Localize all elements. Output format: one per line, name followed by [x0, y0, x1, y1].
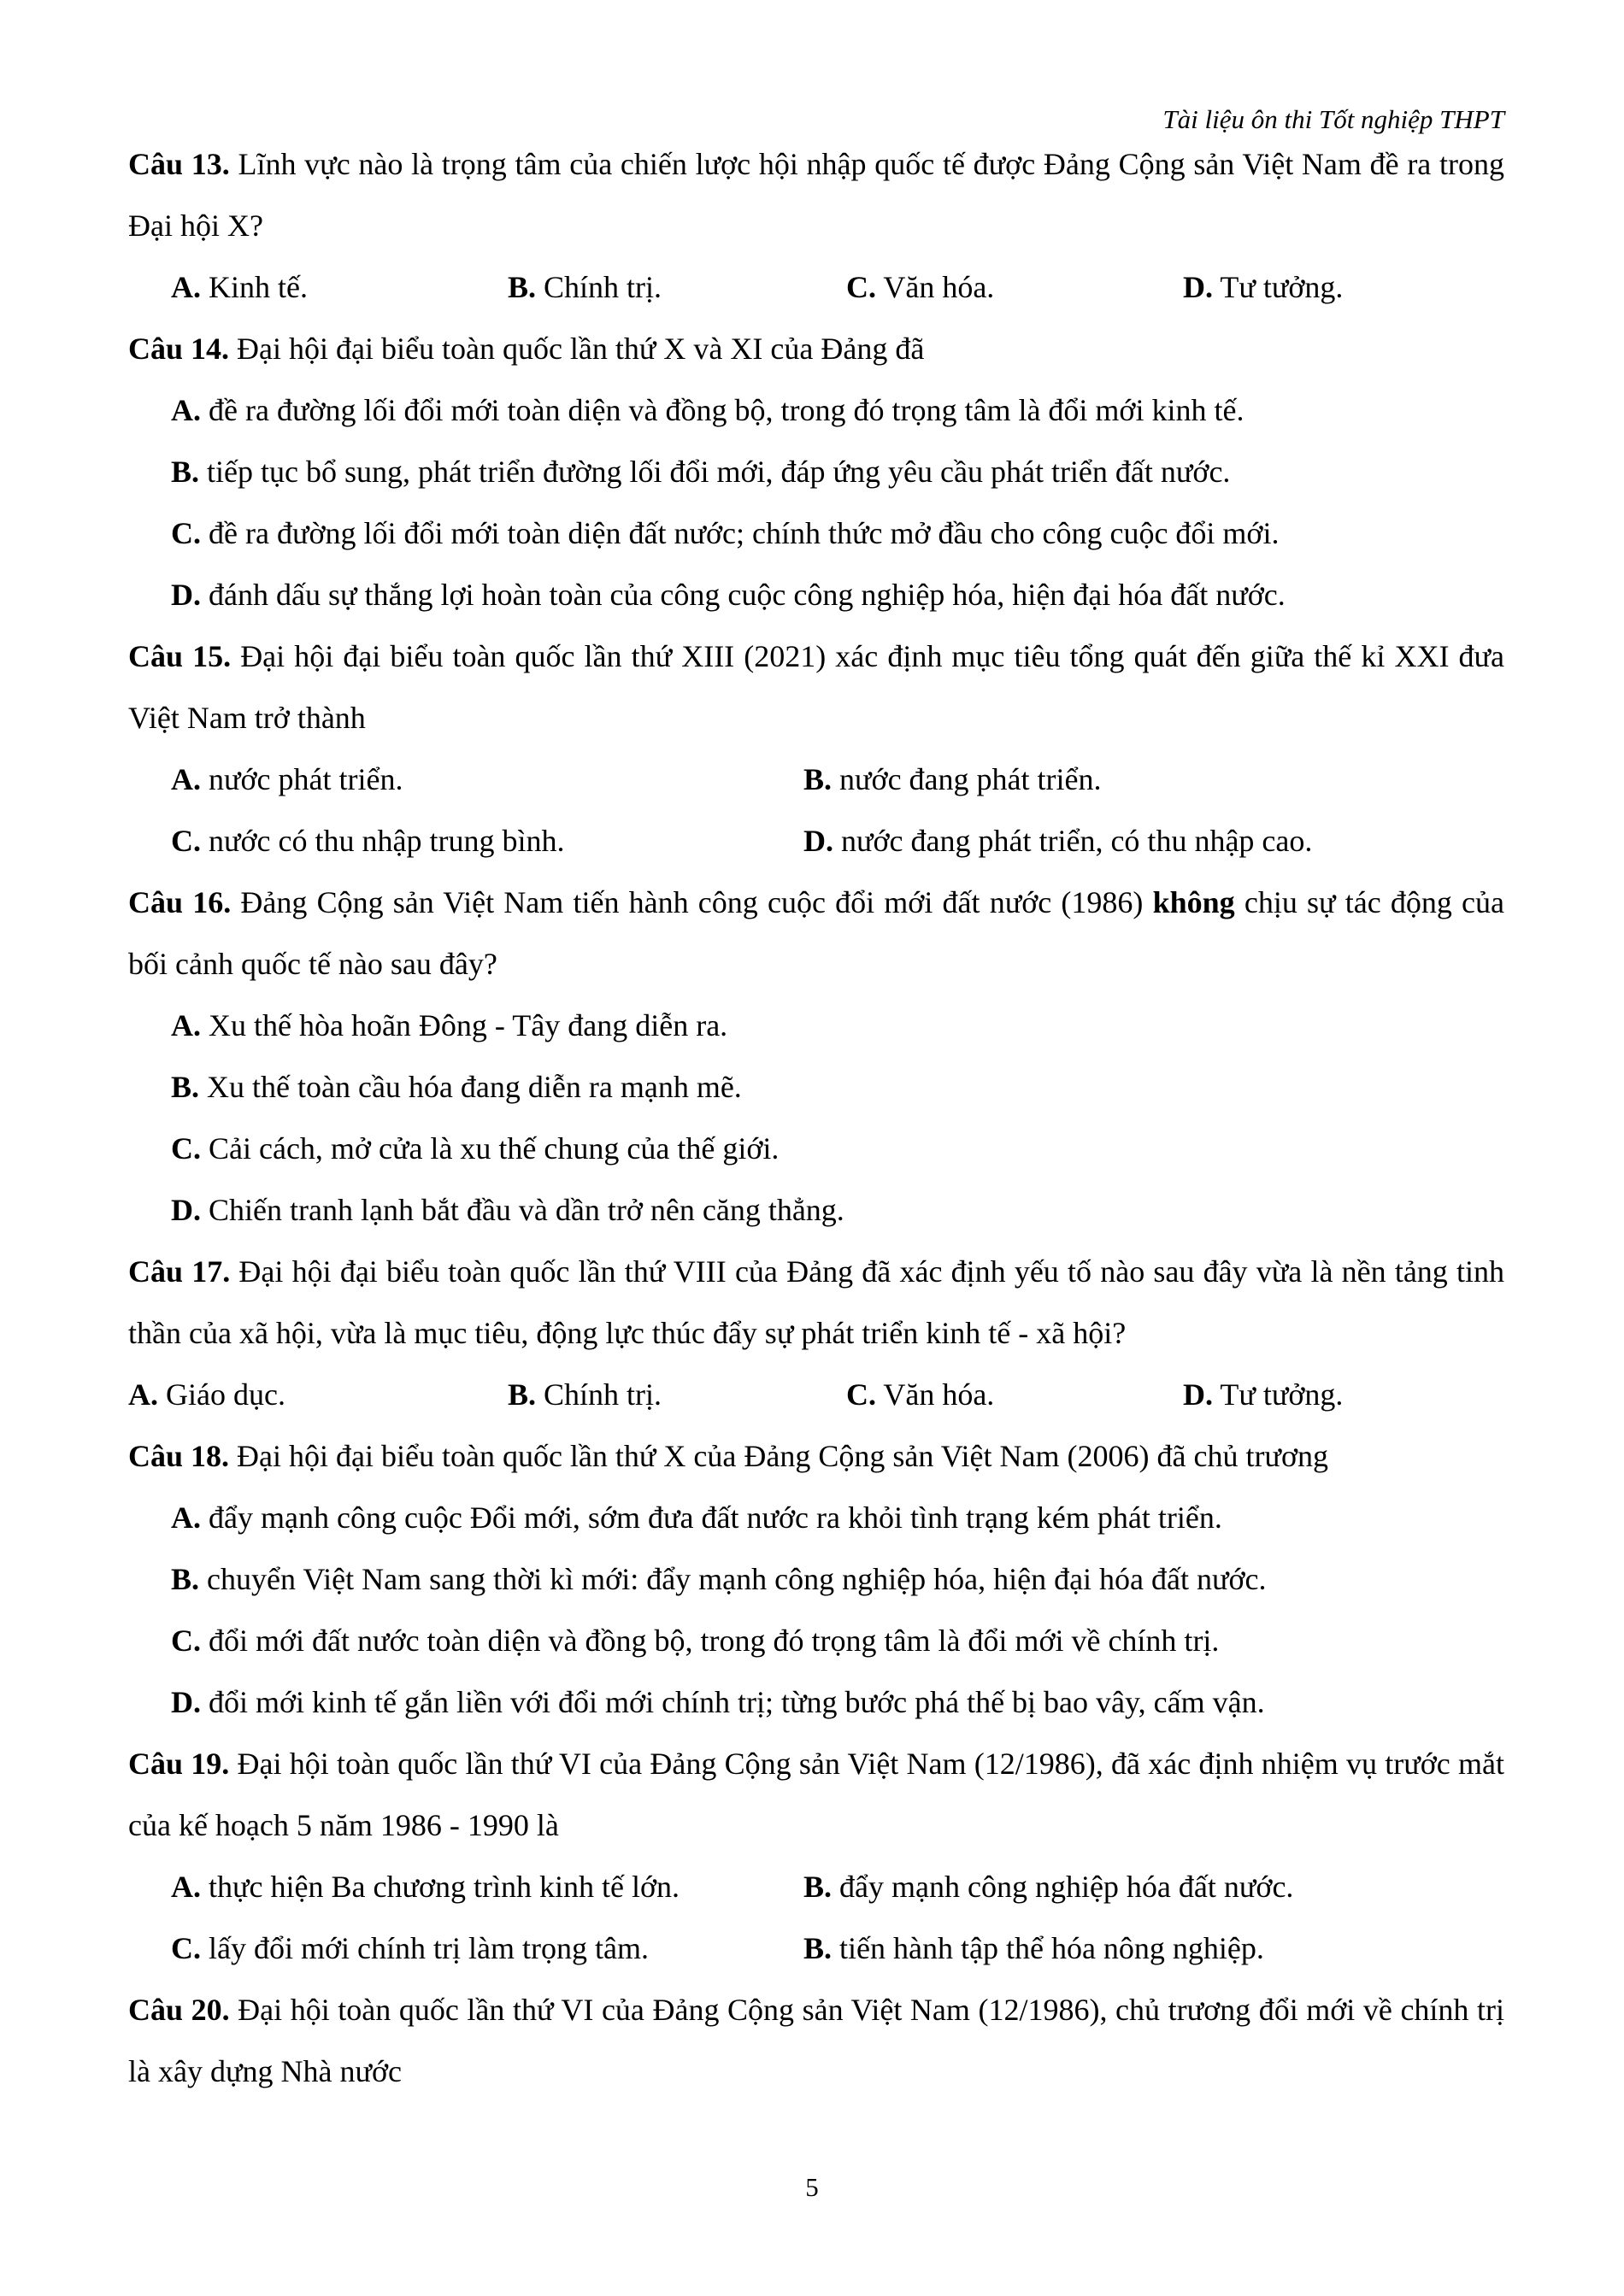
- option-key: D.: [1183, 1377, 1213, 1412]
- question-text: Đại hội đại biểu toàn quốc lần thứ X và XI của Đảng đã: [229, 332, 925, 366]
- option-key: A.: [171, 270, 201, 304]
- option-key: C.: [846, 1377, 876, 1412]
- option-a: [128, 379, 1504, 441]
- option-key: B.: [171, 1562, 200, 1596]
- question-text: Đảng Cộng sản Việt Nam tiến hành công cuộc đổi mới đất nước (1986): [231, 885, 1153, 919]
- option-d: [128, 564, 1504, 625]
- options-row: [128, 810, 1504, 872]
- option-d: [128, 1179, 1504, 1241]
- option-key: C.: [171, 1131, 201, 1166]
- option-text: đánh dấu sự thắng lợi hoàn toàn của công cuộc công nghiệp hóa, hiện đại hóa đất nước.: [201, 578, 1286, 612]
- option-text: lấy đổi mới chính trị làm trọng tâm.: [201, 1931, 649, 1965]
- question-label: Câu 13.: [128, 147, 230, 181]
- option-text: nước có thu nhập trung bình.: [201, 824, 565, 858]
- options-row: [128, 256, 1504, 318]
- option-b: [803, 749, 1101, 810]
- option-text: Văn hóa.: [876, 1377, 995, 1412]
- option-text: Chính trị.: [536, 1377, 662, 1412]
- question-text: chịu sự tác động của bối cảnh quốc tế nào sau đây?: [128, 885, 1505, 981]
- question-label: Câu 20.: [128, 1993, 230, 2027]
- option-d: [803, 1917, 1264, 1979]
- question-text: Đại hội đại biểu toàn quốc lần thứ X của Đảng Cộng sản Việt Nam (2006) đã chủ trương: [229, 1439, 1328, 1473]
- question-text: Đại hội đại biểu toàn quốc lần thứ XIII (2021) xác định mục tiêu tổng quát đến giữa thế kỉ XXI đưa Việt Nam trở thành: [128, 639, 1504, 735]
- option-b: [803, 1856, 1293, 1917]
- option-b: [128, 1056, 1504, 1118]
- question-13: [128, 133, 1504, 256]
- option-key: B.: [508, 270, 537, 304]
- option-c: [128, 502, 1504, 564]
- option-d: [1183, 1364, 1343, 1425]
- question-label: Câu 19.: [128, 1747, 230, 1781]
- option-c: [128, 1610, 1504, 1671]
- option-b: [128, 1548, 1504, 1610]
- question-14: [128, 318, 1504, 379]
- option-key: C.: [171, 516, 201, 550]
- page-header: Tài liệu ôn thi Tốt nghiệp THPT: [1162, 104, 1504, 134]
- option-text: Văn hóa.: [876, 270, 995, 304]
- option-a: [128, 1364, 508, 1425]
- option-key: B.: [171, 455, 200, 489]
- option-c: [128, 1118, 1504, 1179]
- option-text: tiếp tục bổ sung, phát triển đường lối đổi mới, đáp ứng yêu cầu phát triển đất nước.: [199, 455, 1231, 489]
- option-b: [128, 441, 1504, 502]
- option-c: [846, 256, 1183, 318]
- question-label: Câu 18.: [128, 1439, 230, 1473]
- option-a: [171, 749, 803, 810]
- option-b: [508, 256, 846, 318]
- option-key: C.: [171, 824, 201, 858]
- option-key: C.: [171, 1931, 201, 1965]
- option-text: đẩy mạnh công nghiệp hóa đất nước.: [832, 1870, 1294, 1904]
- question-18: [128, 1425, 1504, 1487]
- option-text: đề ra đường lối đổi mới toàn diện đất nước; chính thức mở đầu cho công cuộc đổi mới.: [201, 516, 1280, 550]
- option-c: [846, 1364, 1183, 1425]
- option-key: D.: [803, 824, 833, 858]
- option-text: chuyển Việt Nam sang thời kì mới: đẩy mạnh công nghiệp hóa, hiện đại hóa đất nước.: [199, 1562, 1267, 1596]
- option-text: đổi mới đất nước toàn diện và đồng bộ, trong đó trọng tâm là đổi mới về chính trị.: [201, 1624, 1220, 1658]
- option-d: [1183, 256, 1343, 318]
- option-text: nước phát triển.: [201, 762, 403, 796]
- option-key: D.: [171, 1685, 201, 1719]
- option-text: Chiến tranh lạnh bắt đầu và dần trở nên căng thẳng.: [201, 1193, 844, 1227]
- question-text: Đại hội toàn quốc lần thứ VI của Đảng Cộng sản Việt Nam (12/1986), đã xác định nhiệm vụ trước mắt của kế hoạch 5 năm 1986 - 1990 là: [128, 1747, 1504, 1842]
- option-a: [171, 256, 508, 318]
- emphasis-not: không: [1152, 885, 1235, 919]
- option-text: nước đang phát triển.: [832, 762, 1102, 796]
- option-key: D.: [171, 1193, 201, 1227]
- option-key: B.: [803, 762, 833, 796]
- option-text: Giáo dục.: [158, 1377, 285, 1412]
- option-text: Tư tưởng.: [1213, 1377, 1344, 1412]
- option-key: B.: [171, 1070, 200, 1104]
- question-19: [128, 1733, 1504, 1856]
- option-key: D.: [1183, 270, 1213, 304]
- option-key: A.: [171, 1870, 201, 1904]
- option-a: [128, 995, 1504, 1056]
- option-d: [128, 1671, 1504, 1733]
- option-key: D.: [171, 578, 201, 612]
- option-text: Kinh tế.: [201, 270, 308, 304]
- question-label: Câu 17.: [128, 1254, 231, 1289]
- question-16: [128, 872, 1504, 995]
- question-20: [128, 1979, 1504, 2102]
- option-c: [171, 810, 803, 872]
- options-row: [128, 1917, 1504, 1979]
- option-text: nước đang phát triển, có thu nhập cao.: [833, 824, 1313, 858]
- option-d: [803, 810, 1312, 872]
- option-key: B.: [508, 1377, 537, 1412]
- option-text: Chính trị.: [536, 270, 662, 304]
- question-text: Đại hội toàn quốc lần thứ VI của Đảng Cộng sản Việt Nam (12/1986), chủ trương đổi mới về chính trị là xây dựng Nhà nước: [128, 1993, 1504, 2088]
- option-key: A.: [171, 762, 201, 796]
- options-row: [128, 1856, 1504, 1917]
- option-text: đổi mới kinh tế gắn liền với đổi mới chính trị; từng bước phá thế bị bao vây, cấm vận.: [201, 1685, 1265, 1719]
- option-a: [171, 1856, 803, 1917]
- option-key: B.: [803, 1870, 833, 1904]
- options-row: [128, 749, 1504, 810]
- option-a: [128, 1487, 1504, 1548]
- question-label: Câu 14.: [128, 332, 230, 366]
- question-text: Lĩnh vực nào là trọng tâm của chiến lược hội nhập quốc tế được Đảng Cộng sản Việt Nam đề ra trong Đại hội X?: [128, 147, 1504, 243]
- option-text: Cải cách, mở cửa là xu thế chung của thế giới.: [201, 1131, 780, 1166]
- option-text: Tư tưởng.: [1213, 270, 1344, 304]
- option-text: Xu thế toàn cầu hóa đang diễn ra mạnh mẽ.: [199, 1070, 742, 1104]
- question-label: Câu 16.: [128, 885, 232, 919]
- option-text: đề ra đường lối đổi mới toàn diện và đồng bộ, trong đó trọng tâm là đổi mới kinh tế.: [201, 393, 1244, 427]
- option-text: tiến hành tập thể hóa nông nghiệp.: [832, 1931, 1264, 1965]
- option-key: C.: [171, 1624, 201, 1658]
- option-key: A.: [171, 1008, 201, 1042]
- question-15: [128, 625, 1504, 749]
- option-key: A.: [171, 1500, 201, 1535]
- option-text: Xu thế hòa hoãn Đông - Tây đang diễn ra.: [201, 1008, 728, 1042]
- options-row: [128, 1364, 1504, 1425]
- option-text: đẩy mạnh công cuộc Đổi mới, sớm đưa đất nước ra khỏi tình trạng kém phát triển.: [201, 1500, 1222, 1535]
- option-b: [508, 1364, 846, 1425]
- option-key: A.: [128, 1377, 158, 1412]
- option-key: A.: [171, 393, 201, 427]
- option-text: thực hiện Ba chương trình kinh tế lớn.: [201, 1870, 680, 1904]
- question-text: Đại hội đại biểu toàn quốc lần thứ VIII của Đảng đã xác định yếu tố nào sau đây vừa là nền tảng tinh thần của xã hội, vừa là mục tiêu, động lực thúc đẩy sự phát triển kinh tế - xã hội?: [128, 1254, 1505, 1350]
- question-label: Câu 15.: [128, 639, 232, 673]
- option-key: C.: [846, 270, 876, 304]
- option-key: B.: [803, 1931, 833, 1965]
- option-c: [171, 1917, 803, 1979]
- document-page: [128, 103, 1504, 2102]
- question-17: [128, 1241, 1504, 1364]
- page-number: 5: [805, 2172, 819, 2202]
